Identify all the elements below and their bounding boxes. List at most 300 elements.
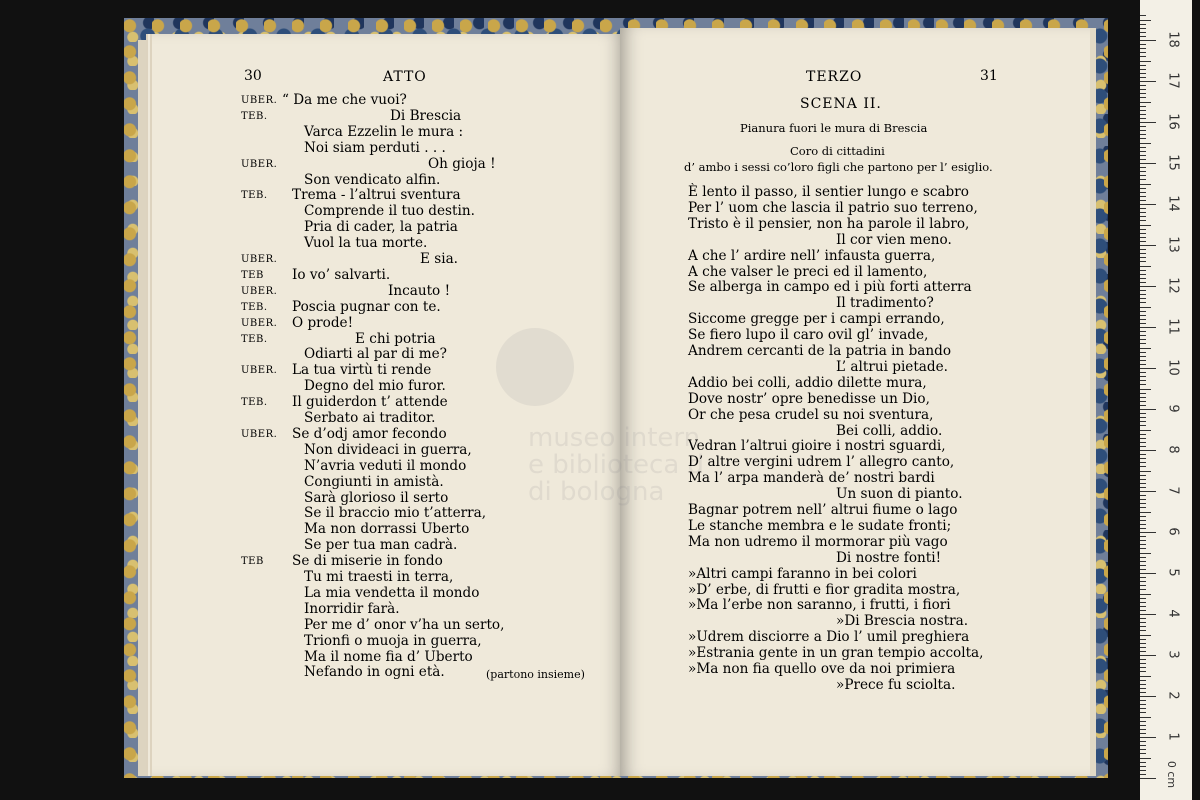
- ruler-tick: [1140, 409, 1156, 410]
- ruler-tick: [1140, 106, 1146, 107]
- ruler-tick: [1140, 774, 1146, 775]
- ruler-tick: [1140, 233, 1146, 234]
- ruler-tick: [1140, 741, 1146, 742]
- ruler-tick: [1140, 737, 1156, 738]
- ruler-tick: [1140, 220, 1146, 221]
- ruler-tick: [1140, 753, 1146, 754]
- ruler-tick: [1140, 684, 1146, 685]
- ruler-tick: [1140, 548, 1146, 549]
- left-running-head: ATTO: [383, 69, 427, 85]
- ruler-tick: [1140, 618, 1146, 619]
- ruler-tick: [1140, 15, 1146, 16]
- ruler-tick: [1140, 405, 1146, 406]
- ruler-tick: [1140, 589, 1146, 590]
- ruler-tick: [1140, 487, 1146, 488]
- dialogue-line: O prode!: [292, 314, 354, 331]
- ruler-tick: [1140, 594, 1151, 595]
- ruler-tick: [1140, 323, 1146, 324]
- verse-line: Andrem cercanti de la patria in bando: [688, 343, 952, 359]
- ruler-tick: [1140, 610, 1146, 611]
- verse-line: Il cor vien meno.: [836, 231, 952, 248]
- ruler-tick: [1140, 512, 1151, 513]
- ruler-tick: [1140, 446, 1146, 447]
- ruler-number: 6: [1165, 527, 1181, 536]
- ruler-number: 15: [1165, 154, 1181, 171]
- verse-line: Per l’ uom che lascia il patrio suo terreno,: [688, 199, 978, 216]
- ruler-tick: [1140, 167, 1146, 168]
- ruler-tick: [1140, 143, 1151, 144]
- ruler-number: 18: [1165, 31, 1181, 48]
- dialogue-line: Ma il nome fia d’ Uberto: [304, 648, 473, 665]
- ruler-number: 1: [1165, 732, 1181, 741]
- verse-line: Le stanche membra e le sudate fronti;: [688, 517, 952, 534]
- verse-line: Bagnar potrem nell’ altrui fiume o lago: [688, 502, 958, 518]
- ruler-tick: [1140, 65, 1146, 66]
- dialogue-line: Congiunti in amistà.: [304, 473, 444, 490]
- dialogue-line: Oh gioja !: [428, 155, 496, 172]
- ruler-tick: [1140, 196, 1146, 197]
- ruler-tick: [1140, 483, 1146, 484]
- ruler-tick: [1140, 626, 1146, 627]
- ruler-tick: [1140, 225, 1151, 226]
- ruler-tick: [1140, 147, 1146, 148]
- ruler-tick: [1140, 286, 1156, 287]
- ruler-tick: [1140, 450, 1156, 451]
- ruler-tick: [1140, 343, 1146, 344]
- dialogue-line: Io vo’ salvarti.: [292, 266, 391, 283]
- dialogue-line: Ma non dorrassi Uberto: [304, 521, 470, 538]
- ruler-number: 12: [1165, 277, 1181, 294]
- chorus-description: d’ ambo i sessi co’loro figli che partono per l’ esiglio.: [684, 160, 993, 174]
- ruler-tick: [1140, 425, 1146, 426]
- ruler-tick: [1140, 356, 1146, 357]
- dialogue-line: La tua virtù ti rende: [292, 362, 432, 379]
- ruler-tick: [1140, 52, 1146, 53]
- verse-line: Ma non udremo il mormorar più vago: [688, 533, 948, 550]
- ruler-tick: [1140, 270, 1146, 271]
- ruler-tick: [1140, 712, 1146, 713]
- ruler-tick: [1140, 454, 1146, 455]
- ruler-tick: [1140, 417, 1146, 418]
- verse-line: »Prece fu sciolta.: [836, 676, 956, 693]
- ruler-tick: [1140, 44, 1146, 45]
- verse-line: »Ma l’erbe non saranno, i frutti, i fiori: [688, 597, 951, 614]
- verse-line: Or che pesa crudel su noi sventura,: [688, 406, 934, 423]
- ruler-tick: [1140, 544, 1146, 545]
- dialogue-line: Son vendicato alfin.: [304, 171, 441, 188]
- ruler-tick: [1140, 77, 1146, 78]
- ruler-number: 8: [1165, 445, 1181, 454]
- ruler-tick: [1140, 389, 1151, 390]
- dialogue-line: Noi siam perduti . . .: [304, 139, 446, 156]
- ruler-tick: [1140, 639, 1146, 640]
- verse-line: »Di Brescia nostra.: [836, 613, 969, 630]
- ruler-tick: [1140, 606, 1146, 607]
- ruler-tick: [1140, 93, 1146, 94]
- ruler-tick: [1140, 516, 1146, 517]
- dialogue-line: Nefando in ogni età.: [304, 664, 445, 681]
- ruler-tick: [1140, 298, 1146, 299]
- ruler-tick: [1140, 663, 1146, 664]
- ruler-tick: [1140, 36, 1146, 37]
- ruler-tick: [1140, 704, 1146, 705]
- ruler-tick: [1140, 319, 1146, 320]
- ruler-tick: [1140, 56, 1146, 57]
- ruler-tick: [1140, 278, 1146, 279]
- verse-line: Tristo è il pensier, non ha parole il labro,: [688, 215, 970, 232]
- ruler-tick: [1140, 134, 1146, 135]
- ruler-tick: [1140, 294, 1146, 295]
- ruler-tick: [1140, 647, 1146, 648]
- ruler-tick: [1140, 557, 1146, 558]
- verse-line: Siccome gregge per i campi errando,: [688, 311, 945, 328]
- ruler-tick: [1140, 302, 1146, 303]
- dialogue-line: Di Brescia: [390, 107, 462, 124]
- ruler-tick: [1140, 368, 1156, 369]
- ruler-tick: [1140, 630, 1146, 631]
- ruler-tick: [1140, 266, 1151, 267]
- ruler-tick: [1140, 24, 1146, 25]
- ruler-tick: [1140, 204, 1156, 205]
- speaker-label: TEB: [241, 269, 264, 281]
- ruler-tick: [1140, 466, 1146, 467]
- ruler-tick: [1140, 155, 1146, 156]
- ruler-tick: [1140, 708, 1146, 709]
- verse-line: Il tradimento?: [836, 295, 934, 312]
- ruler-tick: [1140, 413, 1146, 414]
- ruler-tick: [1140, 520, 1146, 521]
- ruler-tick: [1140, 729, 1146, 730]
- ruler-tick: [1140, 479, 1146, 480]
- dialogue-line: Tu mi traesti in terra,: [304, 569, 454, 585]
- dialogue-line: Il guiderdon t’ attende: [292, 394, 448, 411]
- ruler-tick: [1140, 274, 1146, 275]
- verse-line: Un suon di pianto.: [836, 486, 963, 503]
- ruler-tick: [1140, 770, 1146, 771]
- ruler-tick: [1140, 692, 1146, 693]
- stage-direction: (partono insieme): [486, 668, 585, 681]
- ruler-tick: [1140, 380, 1146, 381]
- ruler-tick: [1140, 311, 1146, 312]
- ruler-number: 9: [1165, 404, 1181, 413]
- speaker-label: TEB.: [241, 110, 268, 122]
- dialogue-line: Serbato ai traditor.: [304, 410, 436, 426]
- speaker-label: UBER.: [241, 365, 278, 377]
- ruler-tick: [1140, 553, 1151, 554]
- speaker-label: TEB.: [241, 397, 268, 409]
- dialogue-line: La mia vendetta il mondo: [304, 584, 480, 601]
- ruler-tick: [1140, 200, 1146, 201]
- chorus-label: Coro di cittadini: [790, 144, 885, 158]
- ruler-tick: [1140, 118, 1146, 119]
- ruler-tick: [1140, 192, 1146, 193]
- measuring-ruler: [1140, 0, 1192, 800]
- dialogue-line: Trionfi o muoja in guerra,: [304, 632, 482, 649]
- ruler-tick: [1140, 282, 1146, 283]
- ruler-tick: [1140, 307, 1151, 308]
- ruler-tick: [1140, 434, 1146, 435]
- ruler-tick: [1140, 503, 1146, 504]
- ruler-tick: [1140, 114, 1146, 115]
- ruler-tick: [1140, 352, 1146, 353]
- ruler-unit: 0 cm: [1165, 760, 1179, 789]
- ruler-tick: [1140, 339, 1146, 340]
- ruler-tick: [1140, 598, 1146, 599]
- dialogue-line: Degno del mio furor.: [304, 378, 446, 395]
- dialogue-line: E sia.: [420, 251, 458, 267]
- ruler-tick: [1140, 725, 1146, 726]
- ruler-tick: [1140, 229, 1146, 230]
- ruler-tick: [1140, 676, 1151, 677]
- dialogue-line: Se d’odj amor fecondo: [292, 425, 447, 442]
- dialogue-line: Vuol la tua morte.: [304, 235, 428, 252]
- ruler-number: 16: [1165, 113, 1181, 130]
- verse-line: Dove nostr’ opre benedisse un Dio,: [688, 390, 930, 407]
- dialogue-line: Poscia pugnar con te.: [292, 298, 441, 315]
- ruler-number: 14: [1165, 195, 1181, 212]
- ruler-tick: [1140, 577, 1146, 578]
- speaker-label: TEB.: [241, 301, 268, 313]
- verse-line: A che valser le preci ed il lamento,: [688, 263, 928, 280]
- verse-line: Ma l’ arpa manderà de’ nostri bardi: [688, 470, 935, 487]
- ruler-tick: [1140, 438, 1146, 439]
- ruler-tick: [1140, 138, 1146, 139]
- ruler-tick: [1140, 475, 1146, 476]
- ruler-number: 3: [1165, 650, 1181, 659]
- dialogue-line: Per me d’ onor v’ha un serto,: [304, 616, 505, 633]
- speaker-label: UBER.: [241, 95, 278, 106]
- dialogue-line: Incauto !: [388, 282, 451, 299]
- ruler-tick: [1140, 561, 1146, 562]
- speaker-label: TEB: [241, 556, 264, 568]
- dialogue-line: “ Da me che vuoi?: [282, 92, 407, 108]
- ruler-tick: [1140, 85, 1146, 86]
- ruler-number: 5: [1165, 568, 1181, 577]
- ruler-tick: [1140, 241, 1146, 242]
- watermark-text: museo intern e biblioteca d di bologna: [528, 423, 705, 507]
- ruler-tick: [1140, 745, 1146, 746]
- ruler-number: 13: [1165, 236, 1181, 253]
- left-page-number: 30: [244, 68, 262, 84]
- ruler-tick: [1140, 348, 1151, 349]
- ruler-tick: [1140, 73, 1146, 74]
- ruler-tick: [1140, 462, 1146, 463]
- ruler-tick: [1140, 32, 1146, 33]
- ruler-tick: [1140, 651, 1146, 652]
- ruler-tick: [1140, 602, 1146, 603]
- ruler-tick: [1140, 524, 1146, 525]
- ruler-tick: [1140, 758, 1151, 759]
- speaker-label: TEB.: [241, 333, 268, 345]
- ruler-number: 2: [1165, 691, 1181, 700]
- verse-line: D’ altre vergini udrem l’ allegro canto,: [688, 454, 955, 471]
- ruler-tick: [1140, 528, 1146, 529]
- verse-line: »D’ erbe, di frutti e fior gradita mostra,: [688, 581, 961, 598]
- ruler-number: 7: [1165, 486, 1181, 495]
- verse-line: »Estrania gente in un gran tempio accolta,: [688, 645, 984, 662]
- speaker-label: TEB.: [241, 190, 268, 202]
- ruler-tick: [1140, 659, 1146, 660]
- verse-line: A che l’ ardire nell’ infausta guerra,: [688, 247, 936, 264]
- ruler-tick: [1140, 360, 1146, 361]
- dialogue-line: N’avria veduti il mondo: [304, 457, 467, 474]
- ruler-tick: [1140, 540, 1146, 541]
- ruler-tick: [1140, 421, 1146, 422]
- ruler-tick: [1140, 495, 1146, 496]
- ruler-tick: [1140, 376, 1146, 377]
- ruler-tick: [1140, 28, 1146, 29]
- dialogue-line: Comprende il tuo destin.: [304, 203, 475, 220]
- ruler-tick: [1140, 179, 1146, 180]
- verse-line: »Udrem disciorre a Dio l’ umil preghiera: [688, 629, 970, 646]
- ruler-tick: [1140, 749, 1146, 750]
- watermark-logo: [496, 328, 574, 406]
- ruler-tick: [1140, 372, 1146, 373]
- dialogue-line: E chi potria: [355, 330, 436, 347]
- right-running-head: TERZO: [806, 69, 863, 85]
- ruler-tick: [1140, 159, 1146, 160]
- ruler-tick: [1140, 184, 1151, 185]
- ruler-tick: [1140, 635, 1151, 636]
- dialogue-line: Se per tua man cadrà.: [304, 537, 458, 554]
- ruler-tick: [1140, 81, 1156, 82]
- ruler-tick: [1140, 762, 1146, 763]
- verse-line: Di nostre fonti!: [836, 549, 942, 566]
- ruler-tick: [1140, 257, 1146, 258]
- ruler-tick: [1140, 126, 1146, 127]
- dialogue-line: Odiarti al par di me?: [304, 346, 447, 363]
- ruler-tick: [1140, 253, 1146, 254]
- ruler-tick: [1140, 442, 1146, 443]
- ruler-tick: [1140, 565, 1146, 566]
- ruler-tick: [1140, 188, 1146, 189]
- speaker-label: UBER.: [241, 158, 278, 170]
- ruler-number: 17: [1165, 72, 1181, 89]
- verse-line: L’ altrui pietade.: [836, 358, 948, 375]
- ruler-tick: [1140, 766, 1146, 767]
- ruler-tick: [1140, 585, 1146, 586]
- ruler-tick: [1140, 40, 1156, 41]
- ruler-tick: [1140, 20, 1151, 21]
- ruler-tick: [1140, 130, 1146, 131]
- ruler-tick: [1140, 499, 1146, 500]
- ruler-tick: [1140, 471, 1151, 472]
- ruler-tick: [1140, 327, 1156, 328]
- ruler-tick: [1140, 175, 1146, 176]
- ruler-tick: [1140, 69, 1146, 70]
- ruler-number: 4: [1165, 609, 1181, 618]
- ruler-tick: [1140, 688, 1146, 689]
- ruler-tick: [1140, 614, 1156, 615]
- verse-line: Se fiero lupo il caro ovil gl’ invade,: [688, 327, 929, 344]
- speaker-label: UBER.: [241, 254, 278, 265]
- ruler-tick: [1140, 696, 1156, 697]
- dialogue-line: Trema - l’altrui sventura: [292, 187, 461, 204]
- ruler-tick: [1140, 581, 1146, 582]
- ruler-tick: [1140, 569, 1146, 570]
- speaker-label: UBER.: [241, 428, 278, 440]
- ruler-tick: [1140, 48, 1146, 49]
- speaker-label: UBER.: [241, 317, 278, 329]
- dialogue-line: Varca Ezzelin le mura :: [304, 123, 464, 140]
- ruler-tick: [1140, 655, 1156, 656]
- speaker-label: UBER.: [241, 285, 278, 297]
- ruler-tick: [1140, 245, 1156, 246]
- ruler-tick: [1140, 491, 1156, 492]
- ruler-tick: [1140, 237, 1146, 238]
- ruler-tick: [1140, 122, 1156, 123]
- dialogue-line: Non divideaci in guerra,: [304, 441, 472, 458]
- ruler-tick: [1140, 335, 1146, 336]
- dialogue-line: Sarà glorioso il serto: [304, 489, 449, 506]
- ruler-tick: [1140, 733, 1146, 734]
- ruler-tick: [1140, 163, 1156, 164]
- ruler-tick: [1140, 536, 1146, 537]
- ruler-tick: [1140, 384, 1146, 385]
- ruler-tick: [1140, 680, 1146, 681]
- ruler-tick: [1140, 721, 1146, 722]
- ruler-tick: [1140, 643, 1146, 644]
- verse-line: È lento il passo, il sentier lungo e scabro: [688, 184, 969, 200]
- ruler-tick: [1140, 573, 1156, 574]
- dialogue-line: Se di miserie in fondo: [292, 553, 443, 570]
- ruler-tick: [1140, 532, 1156, 533]
- ruler-number: 10: [1165, 359, 1181, 376]
- ruler-tick: [1140, 430, 1151, 431]
- ruler-tick: [1140, 393, 1146, 394]
- verse-line: Bei colli, addio.: [836, 422, 943, 439]
- right-page-number: 31: [980, 68, 998, 84]
- ruler-tick: [1140, 261, 1146, 262]
- ruler-tick: [1140, 397, 1146, 398]
- ruler-tick: [1140, 249, 1146, 250]
- ruler-tick: [1140, 778, 1156, 779]
- ruler-tick: [1140, 507, 1146, 508]
- verse-line: Se alberga in campo ed i più forti atterra: [688, 279, 972, 296]
- ruler-tick: [1140, 331, 1146, 332]
- ruler-tick: [1140, 208, 1146, 209]
- ruler-tick: [1140, 315, 1146, 316]
- ruler-tick: [1140, 216, 1146, 217]
- ruler-tick: [1140, 671, 1146, 672]
- verse-line: Vedran l’altrui gioire i nostri sguardi,: [688, 438, 946, 455]
- verse-line: »Altri campi faranno in bei colori: [688, 565, 917, 582]
- ruler-tick: [1140, 717, 1151, 718]
- ruler-tick: [1140, 102, 1151, 103]
- ruler-tick: [1140, 458, 1146, 459]
- ruler-tick: [1140, 151, 1146, 152]
- scene-title: SCENA II.: [800, 96, 882, 112]
- ruler-number: 11: [1165, 318, 1181, 335]
- verse-line: »Ma non fia quello ove da noi primiera: [688, 661, 956, 677]
- ruler-tick: [1140, 110, 1146, 111]
- dialogue-line: Inorridir farà.: [304, 600, 400, 617]
- ruler-tick: [1140, 212, 1146, 213]
- ruler-tick: [1140, 97, 1146, 98]
- ruler-tick: [1140, 61, 1151, 62]
- ruler-tick: [1140, 364, 1146, 365]
- ruler-tick: [1140, 89, 1146, 90]
- ruler-tick: [1140, 401, 1146, 402]
- ruler-tick: [1140, 700, 1146, 701]
- ruler-tick: [1140, 290, 1146, 291]
- dialogue-line: Se il braccio mio t’atterra,: [304, 505, 487, 522]
- ruler-tick: [1140, 667, 1146, 668]
- dialogue-line: Pria di cader, la patria: [304, 219, 458, 236]
- ruler-tick: [1140, 622, 1146, 623]
- scene-setting: Pianura fuori le mura di Brescia: [740, 121, 928, 135]
- ruler-tick: [1140, 171, 1146, 172]
